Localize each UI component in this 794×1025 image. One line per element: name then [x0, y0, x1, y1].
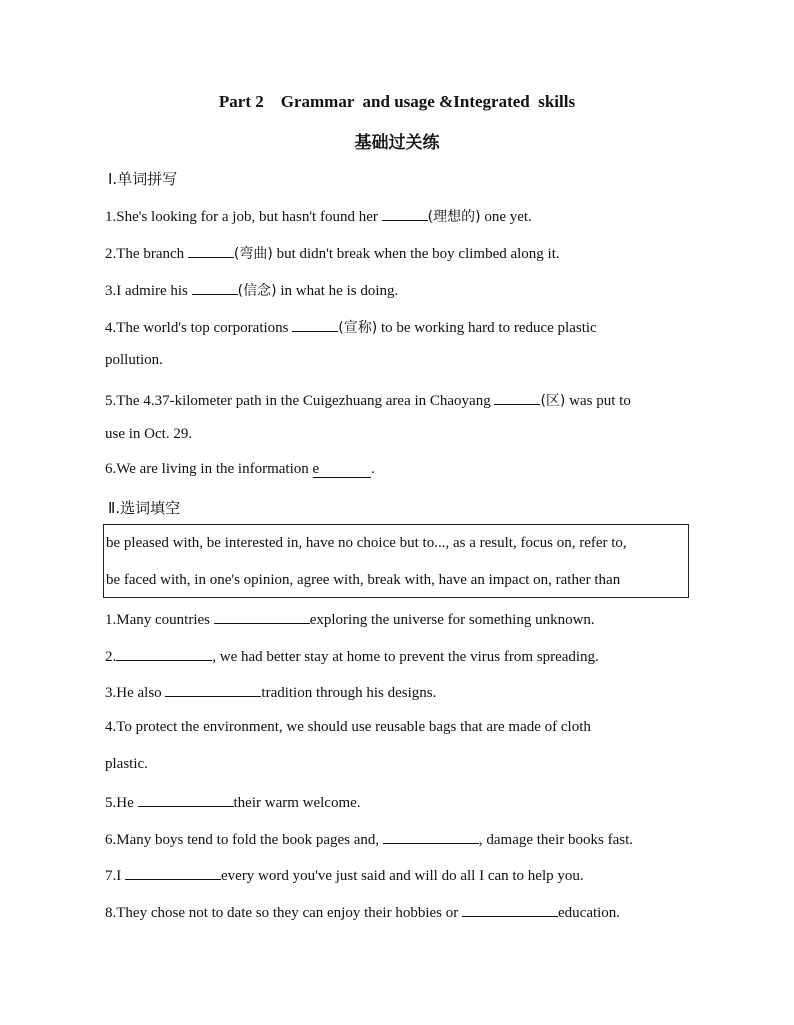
hint-text: (宣称): [338, 320, 378, 336]
question-text: 1.Many countries: [105, 612, 214, 628]
answer-blank[interactable]: [192, 280, 238, 295]
answer-blank[interactable]: [188, 243, 234, 258]
s2-question-1: [105, 609, 595, 629]
question-text-end: to be working hard to reduce plastic: [377, 320, 597, 336]
page-title: Part 2 Grammar and usage &Integrated skills: [218, 92, 576, 111]
hint-text: (弯曲): [233, 246, 273, 262]
question-text-end: tradition through his designs.: [261, 685, 437, 701]
question-text-end: , damage their books fast.: [478, 832, 633, 848]
word-bank-line-1: be pleased with, be interested in, have no choice but to..., as a result, focus on, refer to,: [106, 535, 627, 551]
question-text-end: every word you've just said and will do all I can to help you.: [221, 868, 584, 884]
first-letter-hint: e: [312, 461, 320, 477]
question-text-end: exploring the universe for something unknown.: [309, 612, 595, 628]
s2-question-7: [105, 865, 584, 885]
hint-text: (区): [540, 393, 566, 409]
question-text: 5.He: [105, 795, 138, 811]
answer-blank-with-letter[interactable]: [313, 461, 372, 478]
question-text: 6.Many boys tend to fold the book pages and,: [105, 832, 383, 848]
word-bank-box: [103, 524, 689, 598]
page-subtitle: 基础过关练: [354, 133, 440, 153]
question-text: 4.The world's top corporations: [105, 320, 293, 336]
answer-blank[interactable]: [138, 792, 234, 807]
question-text: 1.She's looking for a job, but hasn't found her: [105, 209, 382, 225]
question-text-end: in what he is doing.: [276, 283, 399, 299]
question-text-end: , we had better stay at home to prevent the virus from spreading.: [212, 649, 599, 665]
question-text-end: .: [371, 461, 375, 477]
answer-blank[interactable]: [292, 317, 338, 332]
section-2-heading: Ⅱ.选词填空: [108, 499, 181, 517]
s2-question-6: [105, 829, 633, 849]
s2-question-8: [105, 902, 620, 922]
word-bank-line-2: be faced with, in one's opinion, agree with, break with, have an impact on, rather than: [106, 572, 621, 588]
question-text: 5.The 4.37-kilometer path in the Cuigezhuang area in Chaoyang: [105, 393, 495, 409]
answer-blank[interactable]: [116, 646, 212, 661]
answer-blank[interactable]: [383, 829, 479, 844]
question-text-end: one yet.: [480, 209, 532, 225]
section-1-heading: Ⅰ.单词拼写: [108, 170, 178, 188]
s2-question-2: [105, 646, 599, 666]
s1-question-4-continued: pollution.: [105, 352, 163, 368]
question-text-end: but didn't break when the boy climbed along it.: [272, 246, 560, 262]
question-text: 2.The branch: [105, 246, 188, 262]
s1-question-3: [105, 280, 398, 300]
question-text: 4.To protect the environment, we should use reusable bags that are made of cloth: [105, 719, 591, 735]
s1-question-1: [105, 206, 532, 226]
question-text: 2.: [105, 649, 117, 665]
s2-question-3: [105, 682, 436, 702]
question-text: 8.They chose not to date so they can enjoy their hobbies or: [105, 905, 462, 921]
question-text: 7.I: [105, 868, 125, 884]
hint-text: (理想的): [427, 209, 481, 225]
s1-question-4: [105, 317, 597, 337]
s1-question-5: [105, 390, 631, 410]
s1-question-2: [105, 243, 560, 263]
s2-question-4: [105, 719, 591, 736]
question-text-end: their warm welcome.: [233, 795, 361, 811]
s2-question-5: [105, 792, 361, 812]
answer-blank[interactable]: [494, 390, 540, 405]
question-text-end: was put to: [565, 393, 631, 409]
s1-question-5-continued: use in Oct. 29.: [105, 426, 193, 442]
answer-blank[interactable]: [462, 902, 558, 917]
s2-question-4-continued: plastic.: [105, 756, 148, 772]
answer-blank[interactable]: [165, 682, 261, 697]
answer-blank[interactable]: [214, 609, 310, 624]
question-text: 3.I admire his: [105, 283, 192, 299]
question-text-end: education.: [558, 905, 621, 921]
s1-question-6: [105, 461, 375, 478]
answer-blank[interactable]: [125, 865, 221, 880]
question-text: 3.He also: [105, 685, 166, 701]
hint-text: (信念): [237, 283, 277, 299]
question-text: 6.We are living in the information: [105, 461, 313, 477]
answer-blank[interactable]: [382, 206, 428, 221]
